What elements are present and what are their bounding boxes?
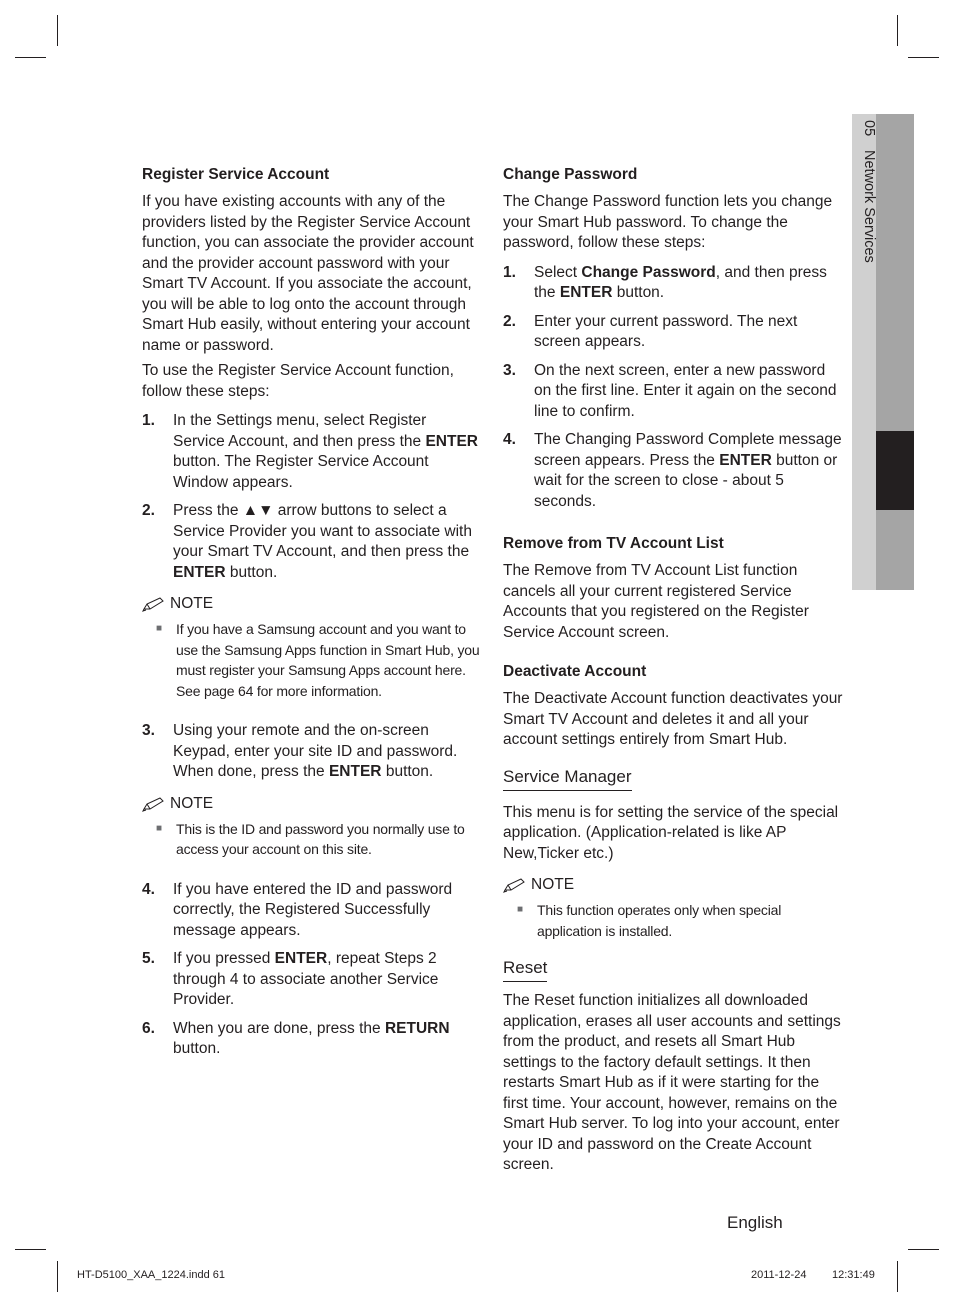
step-number: 1. [503,263,516,281]
note-item [142,819,480,860]
button-name: ENTER [173,563,226,581]
chapter-tab-marker [876,431,914,510]
step-number: 3. [142,722,155,739]
list-item [503,361,843,423]
step-text [173,411,480,493]
step-text-part: Select [534,263,582,281]
reset-title: Reset [503,957,547,982]
register-intro: If you have existing accounts with any of the providers listed by the Register Service Account function, you can associate the provider account and the provider account password with your Smart TV Account. If you associate the account, you will be able to log onto the account through Smart Hub easily, without entering your account name or password. [142,193,474,354]
note-label: NOTE [531,876,575,893]
footer-language: English [727,1213,783,1232]
register-intro-2: To use the Register Service Account function, follow these steps: [142,362,454,400]
step-number: 2. [503,312,516,330]
step-text-part: button. [612,284,665,301]
step-text [534,430,843,512]
step-text-part: Press the ▲▼ arrow buttons to select a Service Provider you want to associate with your Smart TV Account, and then press the [173,502,472,560]
step-text [173,721,480,783]
step-text-part: , repeat Steps 2 through 4 to associate another Service Provider. [173,950,439,1008]
square-bullet-icon: ■ [517,904,523,915]
note-box [142,795,480,860]
register-steps-cont [142,721,480,783]
list-item [503,312,843,353]
crop-mark [897,1261,898,1292]
crop-mark [57,15,58,46]
remove-text: The Remove from TV Account List function cancels all your current registered Service Accounts that you registered on the Register Service Account screen. [503,562,809,641]
step-text-part: If you pressed [173,950,275,967]
button-name: ENTER [328,763,382,780]
note-text: If you have a Samsung account and you want to use the Samsung Apps function in Smart Hub, you must register your Samsung Apps account here. See page 64 for more information. [176,621,480,699]
pencil-icon [142,596,166,612]
list-item [503,430,843,512]
list-item [142,949,480,1011]
button-name: ENTER [559,284,613,301]
crop-mark [908,1249,939,1250]
reset-text: The Reset function initializes all downloaded application, erases all user accounts and settings from the product, and resets all Smart Hub settings to the factory default settings. It then restarts Smart Hub as if it were starting for the first time. Your account, however, remains on the Smart Hub server. To log into your account, enter your ID and password on the Create Account screen. [503,992,841,1173]
crop-mark [57,1261,58,1292]
deactivate-text: The Deactivate Account function deactivates your Smart TV Account and deletes it and all your account settings entirely from Smart Hub. [503,690,843,748]
list-item [142,880,480,942]
change-password-intro: The Change Password function lets you change your Smart Hub password. To change the password, follow these steps: [503,193,833,251]
step-text-part: button or wait for the screen to close - about 5 seconds. [534,451,838,510]
button-name: ENTER [719,451,772,469]
slug-time: 12:31:49 [832,1269,875,1281]
button-name: ENTER [425,432,479,450]
note-box [503,876,843,941]
step-text: On the next screen, enter a new password on the first line. Enter it again on the second line to confirm. [534,361,837,420]
right-column [503,165,843,1181]
step-number: 3. [503,361,516,379]
step-number: 2. [142,502,155,519]
step-text-part: When you are done, press the [173,1019,385,1037]
chapter-label [851,120,877,320]
change-password-heading: Change Password [503,166,638,183]
service-manager-text: This menu is for setting the service of the special application. (Application-related is like AP New,Ticker etc.) [503,803,839,862]
service-manager-title: Service Manager [503,766,632,791]
step-number: 1. [142,412,155,429]
step-text: If you have entered the ID and password correctly, the Registered Successfully message appears. [173,880,453,939]
change-password-steps [503,263,843,513]
slug-file: HT-D5100_XAA_1224.indd 61 [77,1269,225,1281]
note-header [503,876,843,894]
chapter-number: 05 [861,120,877,137]
button-name: ENTER [274,950,328,967]
step-text-part: The Changing Password Complete message screen appears. Press the [534,431,842,469]
step-text-part: button. The Register Service Account Window appears. [173,453,429,491]
step-text-part: button. [173,1040,221,1057]
note-label: NOTE [170,794,214,812]
left-column [142,165,480,1068]
crop-mark [897,15,898,46]
button-name: RETURN [384,1019,450,1037]
step-text [173,1019,480,1060]
note-header [142,795,480,813]
step-text [534,263,843,304]
step-text-part: button. [381,763,434,780]
crop-mark [908,57,939,58]
crop-mark [15,1249,46,1250]
step-number: 5. [142,950,155,967]
slug-date: 2011-12-24 [751,1269,807,1281]
menu-name: Change Password [581,263,716,281]
step-number: 4. [503,431,516,448]
note-text: This function operates only when special application is installed. [537,902,782,939]
step-text [173,501,480,583]
spacer [503,520,843,534]
register-heading: Register Service Account [142,166,330,183]
list-item [142,411,480,493]
remove-heading: Remove from TV Account List [503,535,724,552]
step-text: Enter your current password. The next screen appears. [534,312,798,350]
spacer [503,756,843,764]
step-number: 6. [142,1019,155,1037]
register-steps [142,411,480,583]
step-number: 4. [142,880,155,898]
note-item [142,619,480,701]
spacer [503,648,843,662]
list-item [142,501,480,583]
list-item [503,263,843,304]
step-text-part: In the Settings menu, select Register Service Account, and then press the [173,412,427,450]
note-item [503,900,843,941]
crop-mark [15,57,46,58]
step-text-part: button. [225,563,278,581]
pencil-icon [503,877,527,893]
deactivate-heading: Deactivate Account [503,663,647,680]
step-text [173,949,480,1011]
pencil-icon [142,796,166,812]
chapter-title: Network Services [861,150,877,263]
register-steps-final [142,880,480,1060]
square-bullet-icon: ■ [156,623,162,634]
step-text-part: , and then press the [534,263,827,301]
note-label: NOTE [170,595,214,612]
note-header [142,595,480,613]
step-text-part: Using your remote and the on-screen Keypad, enter your site ID and password. When done, press the [173,722,458,780]
note-text: This is the ID and password you normally use to access your account on this site. [176,820,465,857]
note-box [142,595,480,701]
list-item [142,721,480,783]
list-item [142,1019,480,1060]
square-bullet-icon: ■ [156,822,162,834]
